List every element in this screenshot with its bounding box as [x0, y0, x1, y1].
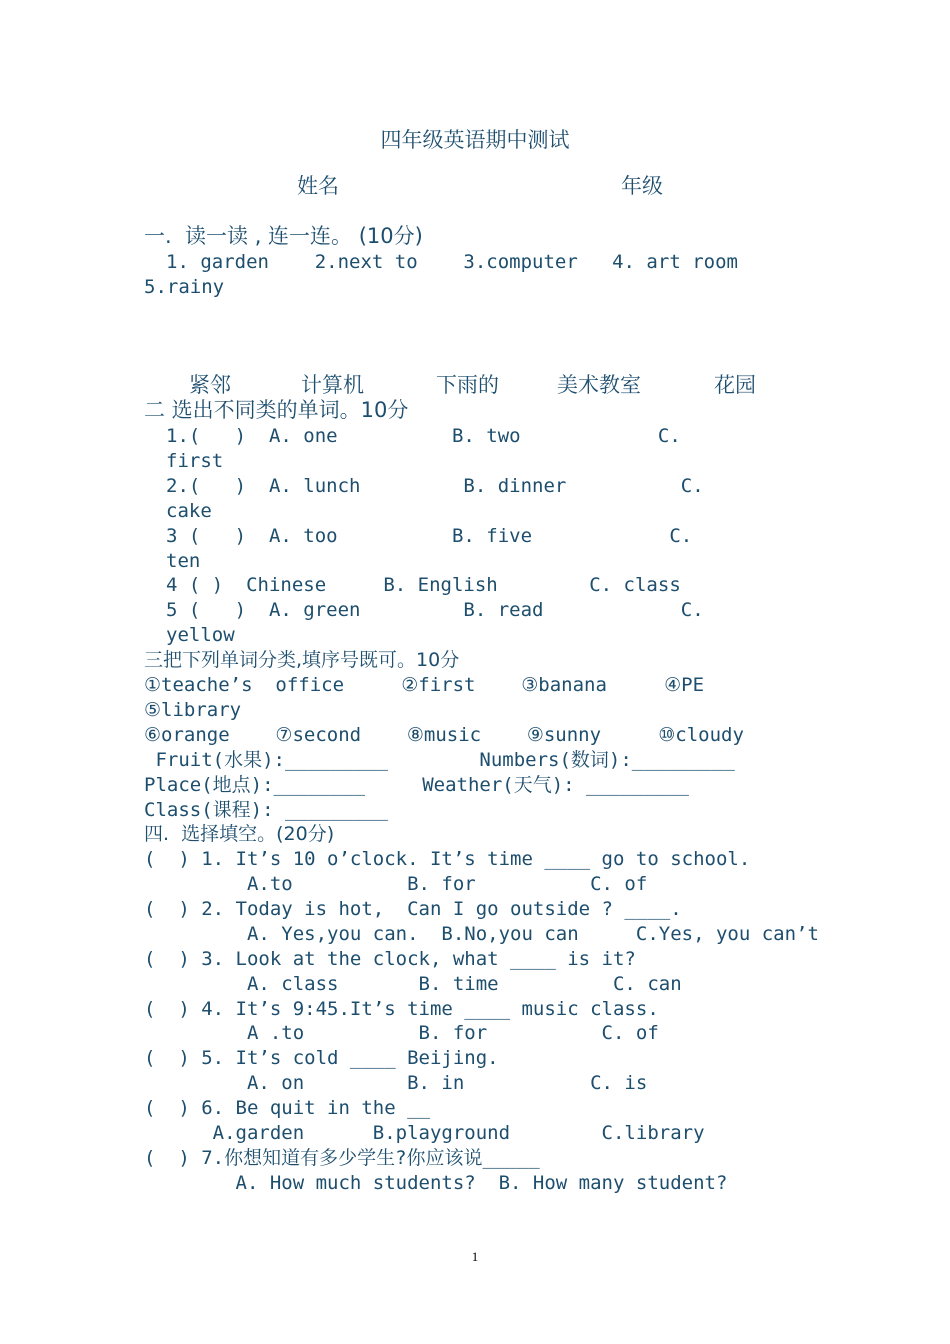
- section-4-heading: 四. 选择填空。(20分): [144, 823, 335, 845]
- s2-line: 1.( ) A. one B. two C.: [166, 425, 681, 447]
- s4-line: ( ) 4. It’s 9:45.It’s time ____ music class.: [144, 998, 659, 1020]
- page-title: 四年级英语期中测试: [380, 128, 570, 152]
- section-1-heading: 一. 读一读 , 连一连。 (10分): [144, 224, 423, 248]
- meaning-1: 紧邻: [189, 373, 231, 397]
- grade-label: 年级: [621, 174, 663, 198]
- s2-line: cake: [166, 500, 212, 522]
- s3-line: Place(地点):________ Weather(天气): _________: [144, 774, 689, 796]
- page-number: 1: [471, 1249, 479, 1264]
- meaning-3: 下雨的: [436, 373, 499, 397]
- meaning-2: 计算机: [301, 373, 364, 397]
- section-1-words: 1. garden 2.next to 3.computer 4. art room: [166, 251, 738, 273]
- s2-line: 5 ( ) A. green B. read C.: [166, 599, 704, 621]
- section-3-heading: 三把下列单词分类,填序号既可。10分: [144, 649, 460, 671]
- s3-line: ⑤library: [144, 699, 242, 721]
- s4-line: A. Yes,you can. B.No,you can C.Yes, you can’t: [144, 923, 819, 945]
- s4-line: A .to B. for C. of: [144, 1022, 659, 1044]
- s3-line: Class(课程): _________: [144, 799, 388, 821]
- s4-line: ( ) 1. It’s 10 o’clock. It’s time ____ go to school.: [144, 848, 751, 870]
- s4-line: ( ) 5. It’s cold ____ Beijing.: [144, 1047, 499, 1069]
- s4-line: A. on B. in C. is: [144, 1072, 648, 1094]
- name-label: 姓名: [297, 174, 339, 198]
- s4-line: A.to B. for C. of: [144, 873, 648, 895]
- s2-line: first: [166, 450, 224, 472]
- meaning-5: 花园: [714, 373, 756, 397]
- s2-line: 2.( ) A. lunch B. dinner C.: [166, 475, 704, 497]
- s2-line: 3 ( ) A. too B. five C.: [166, 525, 693, 547]
- s4-line: ( ) 2. Today is hot, Can I go outside ? ____.: [144, 898, 682, 920]
- s3-line: ⑥orange ⑦second ⑧music ⑨sunny ⑩cloudy: [144, 724, 744, 746]
- s2-line: 4 ( ) Chinese B. English C. class: [166, 574, 681, 596]
- section-2-heading: 二 选出不同类的单词。10分: [144, 398, 409, 422]
- s4-line: ( ) 7.你想知道有多少学生?你应该说_____: [144, 1147, 540, 1169]
- s4-line: A. class B. time C. can: [144, 973, 682, 995]
- s3-line: Fruit(水果):_________ Numbers(数词):_________: [144, 749, 735, 771]
- s3-line: ①teache’s office ②first ③banana ④PE: [144, 674, 705, 696]
- s4-line: A.garden B.playground C.library: [144, 1122, 705, 1144]
- s4-line: A. How much students? B. How many student?: [144, 1172, 728, 1194]
- s4-line: ( ) 6. Be quit in the __: [144, 1097, 430, 1119]
- section-1-words-wrap: 5.rainy: [144, 276, 225, 298]
- s4-line: ( ) 3. Look at the clock, what ____ is it?: [144, 948, 636, 970]
- meaning-4: 美术教室: [557, 373, 641, 397]
- s2-line: ten: [166, 550, 201, 572]
- s2-line: yellow: [166, 624, 235, 646]
